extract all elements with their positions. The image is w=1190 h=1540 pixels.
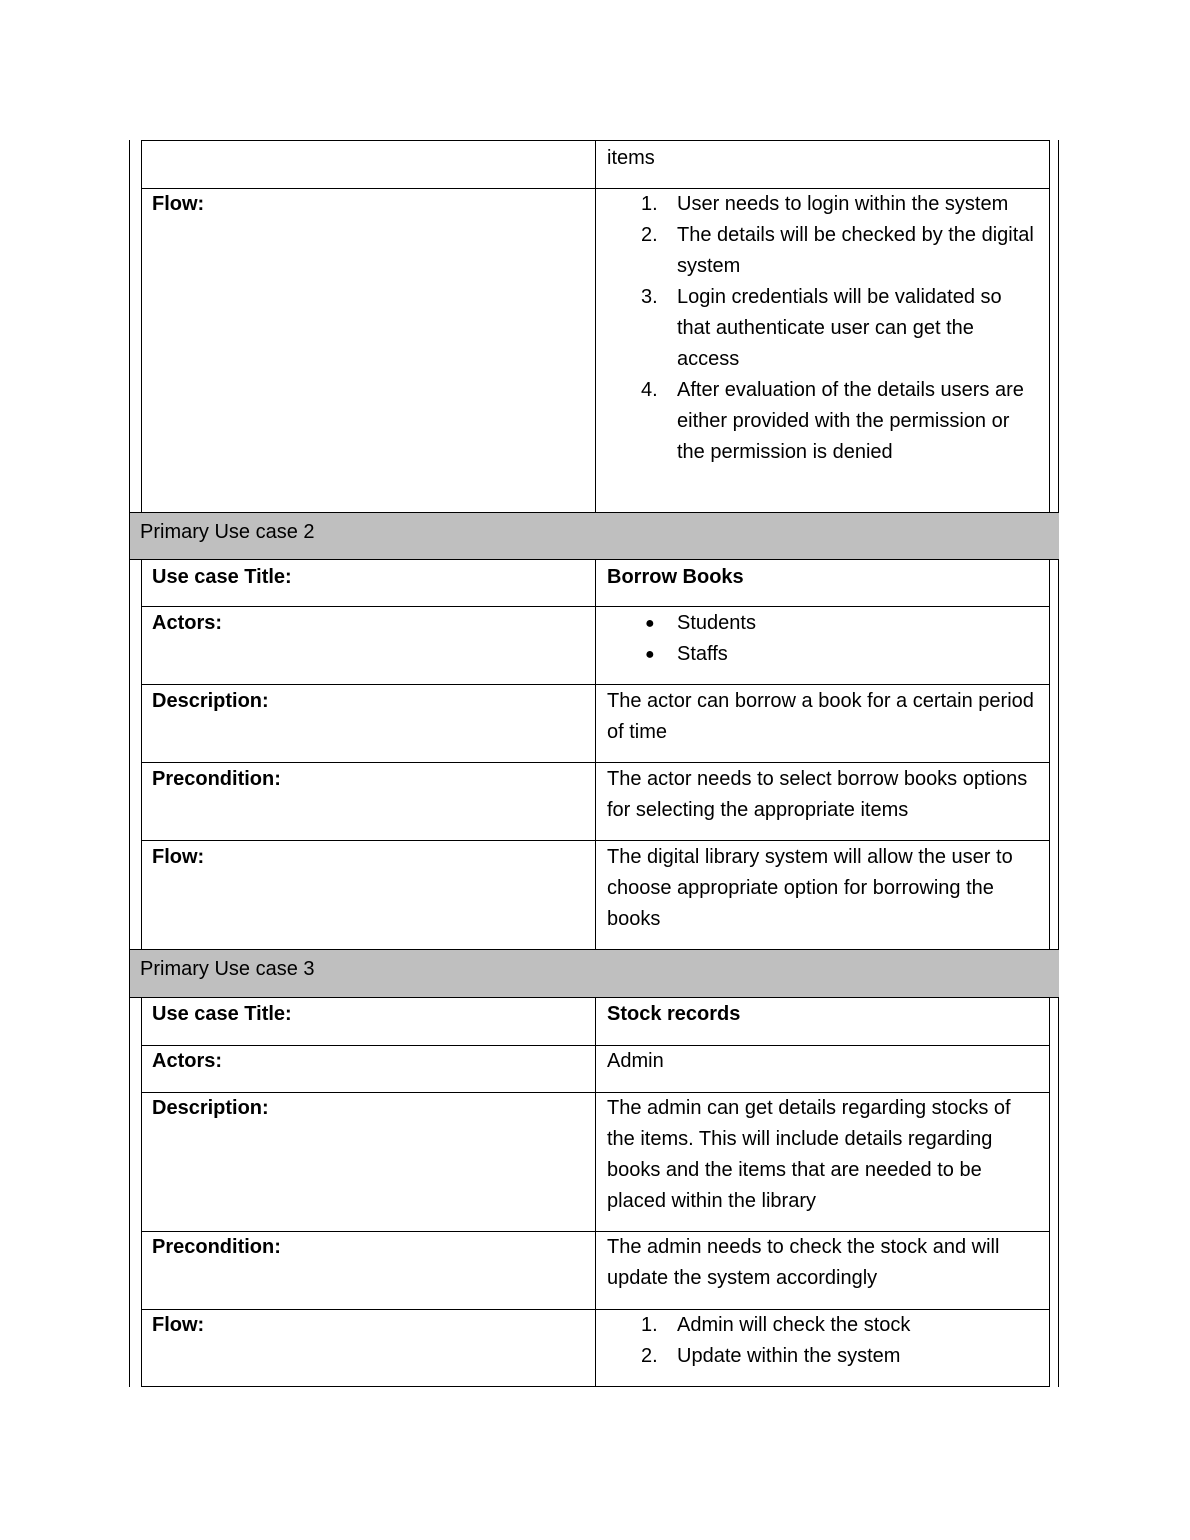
- title-value: Stock records: [595, 998, 1049, 1045]
- table-row: [142, 763, 1049, 840]
- list-item: ● Staffs: [645, 643, 728, 665]
- list-item: 1. User needs to login within the system: [641, 193, 1009, 215]
- flow-value: The digital library system will allow the user to choose appropriate option for borrowing the books: [595, 841, 1049, 949]
- table-row: [142, 141, 1049, 188]
- table-row: [142, 998, 1049, 1045]
- precondition-value: The actor needs to select borrow books options for selecting the appropriate items: [595, 763, 1049, 840]
- list-item: 2. Update within the system: [641, 1345, 901, 1367]
- precondition-label: Precondition:: [152, 1236, 281, 1258]
- table-row: [142, 1093, 1049, 1231]
- actors-label: Actors:: [152, 1050, 223, 1072]
- flow-label: Flow:: [152, 193, 205, 215]
- use-case-2-header: Primary Use case 2: [130, 512, 1059, 560]
- precondition-label: Precondition:: [152, 768, 281, 790]
- empty-label-cell: [142, 141, 595, 188]
- table-block-2: [141, 559, 1050, 950]
- flow-label: Flow:: [152, 846, 205, 868]
- table-row: [142, 685, 1049, 762]
- list-item: 3. Login credentials will be validated so that authenticate user can get the access: [641, 286, 1002, 370]
- flow-label: Flow:: [152, 1314, 205, 1336]
- actors-label: Actors:: [152, 612, 223, 634]
- flow-steps: [595, 189, 1049, 512]
- table-block-1: [141, 140, 1050, 513]
- actors-list: [595, 607, 1049, 684]
- table-row: [142, 1046, 1049, 1092]
- precondition-value: The admin needs to check the stock and will update the system accordingly: [595, 1232, 1049, 1309]
- description-value: The actor can borrow a book for a certain period of time: [595, 685, 1049, 762]
- table-row: [142, 560, 1049, 606]
- table-block-3: [141, 997, 1050, 1387]
- list-item: 4. After evaluation of the details users are either provided with the permission or the permission is denied: [641, 379, 1024, 463]
- use-case-3-header: Primary Use case 3: [130, 949, 1059, 998]
- actors-value: Admin: [595, 1046, 1049, 1092]
- table-row: [142, 1232, 1049, 1309]
- title-label: Use case Title:: [152, 1003, 292, 1025]
- description-label: Description:: [152, 1097, 269, 1119]
- table-row: [142, 189, 1049, 512]
- flow-steps: [595, 1310, 1049, 1386]
- title-value: Borrow Books: [595, 560, 1049, 606]
- list-item: 2. The details will be checked by the digital system: [641, 224, 1034, 277]
- table-row: [142, 1310, 1049, 1386]
- table-row: [142, 841, 1049, 949]
- description-label: Description:: [152, 690, 269, 712]
- list-item: 1. Admin will check the stock: [641, 1314, 911, 1336]
- list-item: ● Students: [645, 612, 756, 634]
- value-cell: [595, 141, 1049, 188]
- items-text: items: [607, 147, 655, 169]
- table-row: [142, 607, 1049, 684]
- title-label: Use case Title:: [152, 566, 292, 588]
- description-value: The admin can get details regarding stocks of the items. This will include details regarding books and the items that are needed to be placed within the library: [595, 1093, 1049, 1231]
